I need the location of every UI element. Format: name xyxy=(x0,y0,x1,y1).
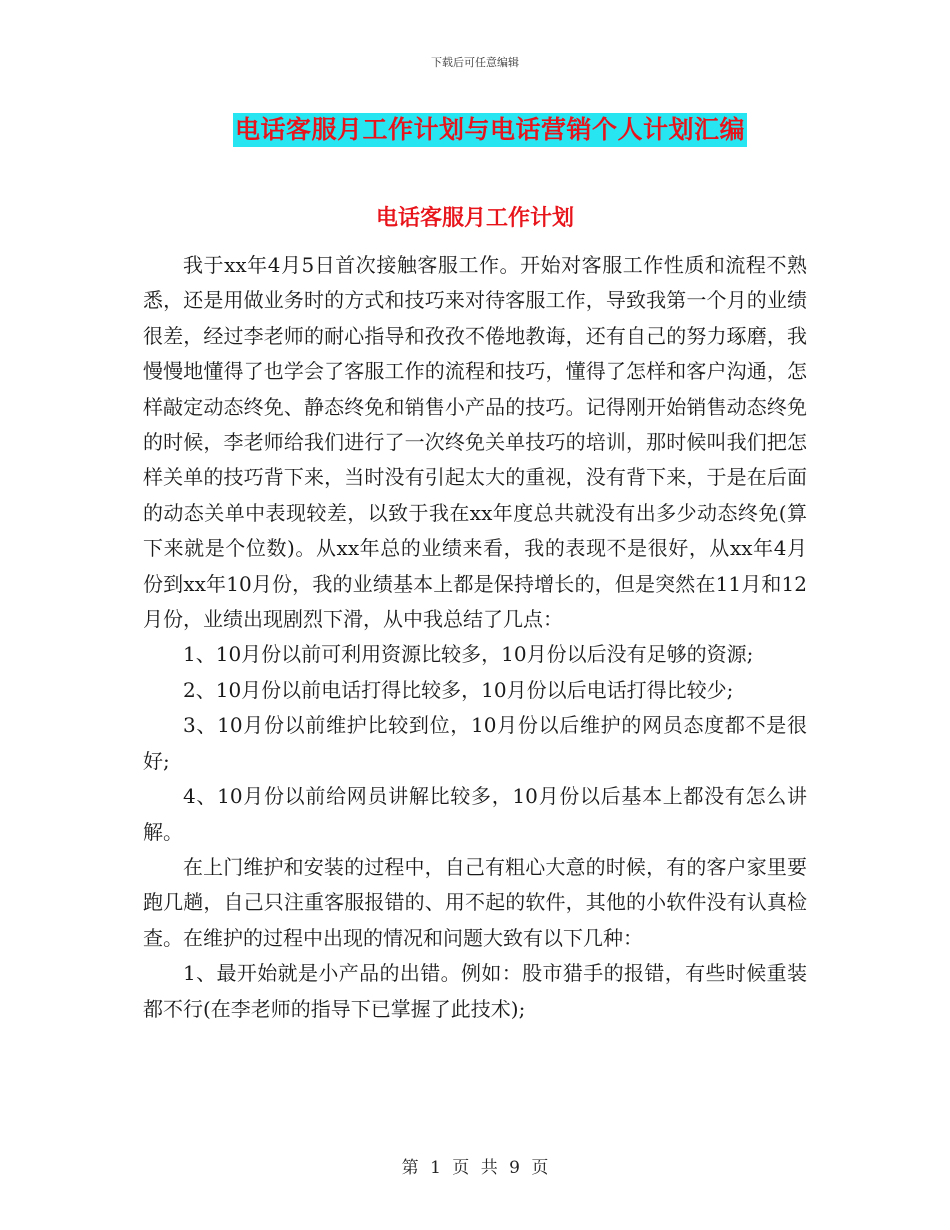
list-item: 1、最开始就是小产品的出错。例如：股市猎手的报错，有些时候重装都不行(在李老师的指导下已掌握了此技术); xyxy=(143,961,807,1021)
body-paragraph: 在上门维护和安装的过程中，自己有粗心大意的时候，有的客户家里要跑几趟，自己只注重客服报错的、用不起的软件，其他的小软件没有认真检查。在维护的过程中出现的情况和问题大致有以下几种： xyxy=(143,854,807,950)
list-item: 2、10月份以前电话打得比较多，10月份以后电话打得比较少; xyxy=(183,677,734,702)
body-paragraph: 我于xx年4月5日首次接触客服工作。开始对客服工作性质和流程不熟悉，还是用做业务时的方式和技巧来对待客服工作，导致我第一个月的业绩很差，经过李老师的耐心指导和孜孜不倦地教诲，还有自己的努力琢磨，我慢慢地懂得了也学会了客服工作的流程和技巧，懂得了怎样和客户沟通，怎样敲定动态终免、静态终免和销售小产品的技巧。记得刚开始销售动态终免的时候，李老师给我们进行了一次终免关单技巧的培训，那时候叫我们把怎样关单的技巧背下来，当时没有引起太大的重视，没有背下来，于是在后面的动态关单中表现较差，以致于我在xx年度总共就没有出多少动态终免(算下来就是个位数)。从xx年总的业绩来看，我的表现不是很好，从xx年4月份到xx年10月份，我的业绩基本上都是保持增长的，但是突然在11月和12月份，业绩出现剧烈下滑，从中我总结了几点： xyxy=(143,253,807,632)
list-item: 4、10月份以前给网员讲解比较多，10月份以后基本上都没有怎么讲解。 xyxy=(143,784,807,844)
document-title: 电话客服月工作计划与电话营销个人计划汇编 xyxy=(233,113,747,147)
page-footer: 第 1 页 共 9 页 xyxy=(401,1158,549,1178)
list-item: 1、10月份以前可利用资源比较多，10月份以后没有足够的资源; xyxy=(183,642,754,667)
list-item: 3、10月份以前维护比较到位，10月份以后维护的网员态度都不是很好; xyxy=(143,713,807,773)
document-body xyxy=(143,248,807,1027)
header-note: 下载后可任意编辑 xyxy=(431,56,519,69)
section-title: 电话客服月工作计划 xyxy=(375,205,574,231)
